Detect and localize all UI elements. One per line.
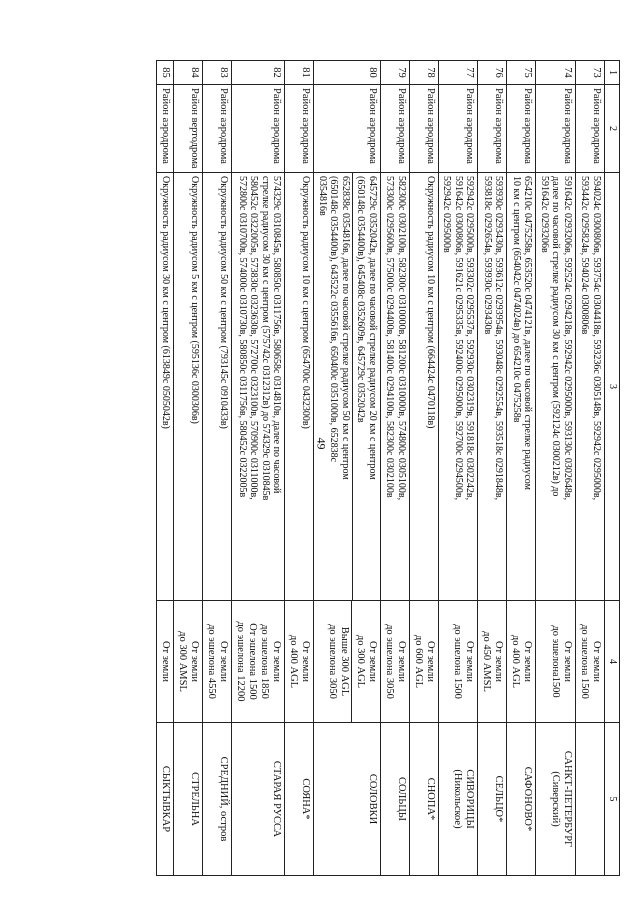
coordinates-line: 572800с 0310700в, 574000с 0310730в, 580850с 0311756в, 580452с 0322005в xyxy=(237,176,248,498)
altitude-line: От земли xyxy=(562,640,573,683)
altitude-cell xyxy=(478,601,507,723)
table-row xyxy=(157,61,174,876)
aerodrome-name-cell xyxy=(285,723,314,876)
table-row xyxy=(478,61,507,876)
altitude-line: до эшелона 12200 xyxy=(235,621,247,702)
coordinates-line: Окружность радиусом 10 км с центром (654700с 0432300в) xyxy=(300,176,312,429)
row-number: 85 xyxy=(157,61,174,85)
altitude-line: до эшелона 4550 xyxy=(206,624,218,699)
coordinates-line: стрелке радиусом 30 км с центром (575742с 0312312в) до 574329с 0310845в xyxy=(260,176,271,501)
altitude-line: до эшелона 1500 xyxy=(579,624,590,699)
altitude-cell xyxy=(536,601,576,723)
zone-type: Район аэродрома xyxy=(381,85,410,173)
altitude-line: до эшелона1500 xyxy=(550,625,561,698)
altitude-cell xyxy=(285,601,314,723)
altitude-line: От земли xyxy=(522,640,534,683)
coordinates-line: (650148с 0354400в), 643522с 0355616в, 650400с 0351000в, 652838с xyxy=(328,176,340,463)
coordinates-line: Окружность радиусом 5 км с центром (595136с 0300306в) xyxy=(189,176,201,424)
altitude-line: до эшелона 3050 xyxy=(384,624,395,699)
coordinates-line: 573300с 0295600в, 575000с 0294400в, 581400с 0294100в, 582300с 0302100в xyxy=(384,176,396,498)
zone-type: Район аэродрома xyxy=(410,85,439,173)
zone-type: Район аэродрома xyxy=(478,85,507,173)
aerodrome-name-cell xyxy=(478,723,507,876)
row-number: 80 xyxy=(314,61,381,85)
aerodrome-name: СИВОРИЦЫ xyxy=(464,769,476,829)
altitude-cell xyxy=(507,601,536,723)
altitude-line: От земли xyxy=(189,640,201,683)
altitude-cell xyxy=(157,601,174,723)
altitude-cell xyxy=(174,601,203,723)
coordinates-cell xyxy=(232,173,285,601)
altitude-line: до 400 AGL xyxy=(510,634,522,689)
coordinates-subsection xyxy=(317,173,354,600)
coordinates-line: 0354816в xyxy=(317,176,328,216)
coordinates-cell xyxy=(507,173,536,601)
row-number: 81 xyxy=(285,61,314,85)
row-number: 83 xyxy=(203,61,232,85)
aerodrome-name-cell xyxy=(232,723,285,876)
altitude-line: От эшелона 1500 xyxy=(247,623,259,700)
aerodrome-name-cell xyxy=(439,723,479,876)
aerodrome-name-cell xyxy=(203,723,232,876)
coordinates-line: Окружность радиусом 50 км с центром (793145с 0910433в) xyxy=(218,176,230,429)
aerodrome-name: СТРЕЛЬНА xyxy=(189,772,201,826)
aerodrome-name-cell xyxy=(576,723,605,876)
coordinates-cell xyxy=(285,173,314,601)
coordinates-cell xyxy=(381,173,410,601)
coordinates-line: 594024с 0300806в, 593754с 0304418в, 593236с 0305148в, 592942с 0295000в, xyxy=(591,176,602,501)
row-number: 82 xyxy=(232,61,285,85)
zone-type: Район аэродрома xyxy=(232,85,285,173)
coordinates-line: 591642с 0300806в, 591621с 0295335в, 592400с 0295000в, 592700с 0294500в, xyxy=(453,176,464,501)
coordinates-cell xyxy=(439,173,479,601)
aerodrome-name: СРЕДНИЙ, остров xyxy=(218,756,230,842)
row-number: 78 xyxy=(410,61,439,85)
aerodrome-name: СЕЛЬЦО* xyxy=(493,775,505,823)
table-row xyxy=(576,61,605,876)
row-number: 76 xyxy=(478,61,507,85)
coordinates-cell xyxy=(203,173,232,601)
rotated-table-container xyxy=(100,60,620,875)
altitude-line: От земли xyxy=(464,640,476,683)
zone-type: Район аэродрома xyxy=(203,85,232,173)
header-cell: 2 xyxy=(605,85,620,173)
coordinates-line: 582300с 0302100в, 582300с 0310000в, 581200с 0310000в, 574800с 0305100в, xyxy=(396,176,407,501)
zone-type: Район вертодрома xyxy=(174,85,203,173)
coordinates-cell xyxy=(410,173,439,601)
row-number: 79 xyxy=(381,61,410,85)
altitude-line: до 600 AGL xyxy=(413,634,424,689)
table-row xyxy=(507,61,536,876)
altitude-cell xyxy=(203,601,232,723)
aerodrome-name-cell xyxy=(157,723,174,876)
altitude-line: до 400 AGL xyxy=(288,634,300,689)
altitude-line: Выше 300 AGL xyxy=(339,626,350,697)
altitude-line: От земли xyxy=(367,640,378,683)
altitude-line: до 450 AMSL xyxy=(481,631,493,692)
coordinates-line: 592942с 0295000в xyxy=(441,176,453,253)
table-row xyxy=(285,61,314,876)
coordinates-cell xyxy=(157,173,174,601)
aerodrome-name: СНОПА* xyxy=(425,777,436,821)
aerodrome-name-cell xyxy=(314,723,381,876)
page-number: 49 xyxy=(314,437,329,450)
aerodrome-name: СОЛОВКИ xyxy=(367,773,378,825)
aerodrome-name-cell xyxy=(536,723,576,876)
coordinates-line: 592942с 0295000в, 593302с 0295537в, 592930с 0302319в, 591818с 0302242в, xyxy=(464,176,476,501)
coordinates-line: 593442с 0295824в, 594024с 0300806в xyxy=(579,176,591,335)
coordinates-line: 654210с 0475258в, 653520с 0474121в, далее по часовой стрелке радиусом xyxy=(522,176,534,490)
aerodrome-name: СОЛЬЦЫ xyxy=(396,777,407,821)
zone-type: Район аэродрома xyxy=(576,85,605,173)
coordinates-line: 10 км с центром (654042с 0474024в) до 654210с 0475258в xyxy=(511,176,522,423)
altitude-line: От земли xyxy=(591,640,602,683)
airspace-table xyxy=(157,60,621,876)
coordinates-line: 593818с 0292654в, 593930с 0293430в xyxy=(482,176,493,335)
table-row xyxy=(439,61,479,876)
coordinates-line: Окружность радиусом 30 км с центром (613849с 0505042в) xyxy=(160,176,172,429)
coordinates-line: 645729с 0352042в, далее по часовой стрелке радиусом 20 км с центром xyxy=(367,176,378,480)
aerodrome-name-cell xyxy=(410,723,439,876)
coordinates-line: 574329с 0310845в, 580850с 0311756в, 580658с 0314810в, далее по часовой xyxy=(271,176,283,494)
table-row xyxy=(232,61,285,876)
coordinates-line: 652838с 0354816в, далее по часовой стрелке радиусом 50 км с центром xyxy=(340,176,351,480)
coordinates-line: 580452с 0322005в, 573830с 0323630в, 572700с 0323100в, 570900с 0311000в, xyxy=(248,176,260,500)
row-number: 84 xyxy=(174,61,203,85)
coordinates-cell xyxy=(576,173,605,601)
table-row xyxy=(203,61,232,876)
aerodrome-name: (Никольское) xyxy=(452,769,464,829)
zone-type: Район аэродрома xyxy=(314,85,381,173)
header-cell: 3 xyxy=(605,173,620,601)
aerodrome-name: СЫКТЫВКАР xyxy=(160,765,172,833)
altitude-cell xyxy=(410,601,439,723)
aerodrome-name-cell xyxy=(507,723,536,876)
altitude-cell xyxy=(381,601,410,723)
aerodrome-name-cell xyxy=(381,723,410,876)
coordinates-line: 591642с 0293206в xyxy=(539,176,550,253)
coordinates-line: Окружность радиусом 10 км с центром (664424с 0470118в) xyxy=(425,176,436,429)
altitude-line: до 300 AGL xyxy=(355,634,366,689)
altitude-line: до эшелона 1500 xyxy=(452,624,464,699)
altitude-line: до 300 AMSL xyxy=(177,631,189,692)
coordinates-cell xyxy=(174,173,203,601)
row-number: 74 xyxy=(536,61,576,85)
altitude-cell xyxy=(576,601,605,723)
table-row xyxy=(174,61,203,876)
coordinates-cell xyxy=(478,173,507,601)
altitude-cell xyxy=(232,601,285,723)
altitude-cell xyxy=(314,601,381,723)
altitude-line: От земли xyxy=(493,640,505,683)
coordinates-line: далее по часовой стрелке радиусом 30 км с центром (592124с 0300212в) до xyxy=(550,176,562,497)
altitude-line: От земли xyxy=(425,640,436,683)
coordinates-line: 591642с 0293206в, 592524с 0294218в, 592942с 0295000в, 593130с 0302648в, xyxy=(562,176,573,501)
table-body xyxy=(157,61,605,876)
altitude-line: до эшелона 3050 xyxy=(327,624,338,699)
row-number: 73 xyxy=(576,61,605,85)
aerodrome-name: (Сиверский) xyxy=(550,771,561,827)
altitude-line: до эшелона 1850 xyxy=(259,624,271,699)
header-cell: 4 xyxy=(605,601,620,723)
coordinates-cell xyxy=(536,173,576,601)
row-number: 77 xyxy=(439,61,479,85)
table-row xyxy=(536,61,576,876)
aerodrome-name: СТАРАЯ РУССА xyxy=(271,760,283,838)
header-cell: 1 xyxy=(605,61,620,85)
zone-type: Район аэродрома xyxy=(536,85,576,173)
table-row xyxy=(314,61,381,876)
table-row xyxy=(410,61,439,876)
altitude-line: От земли xyxy=(218,640,230,683)
coordinates-line: 593930с 0293430в, 593612с 0293954в, 593048с 0292554в, 593518с 0291848в, xyxy=(493,176,505,501)
altitude-line: От земли xyxy=(271,640,283,683)
altitude-line: От земли xyxy=(160,640,172,683)
altitude-cell xyxy=(439,601,479,723)
altitude-line: От земли xyxy=(300,640,312,683)
zone-type: Район аэродрома xyxy=(507,85,536,173)
coordinates-line: (650148с 0354400в), 645408с 0352609в, 645729с 0352042в xyxy=(355,176,367,423)
row-number: 75 xyxy=(507,61,536,85)
altitude-line: От земли xyxy=(396,640,407,683)
aerodrome-name-cell xyxy=(174,723,203,876)
zone-type: Район аэродрома xyxy=(285,85,314,173)
aerodrome-name: СОЯНА* xyxy=(300,778,312,820)
header-row xyxy=(605,61,620,876)
coordinates-cell xyxy=(314,173,381,601)
header-cell: 5 xyxy=(605,723,620,876)
table-row xyxy=(381,61,410,876)
zone-type: Район аэродрома xyxy=(157,85,174,173)
aerodrome-name: САНКТ-ПЕТЕРБУРГ xyxy=(562,750,573,848)
zone-type: Район аэродрома xyxy=(439,85,479,173)
altitude-subsection xyxy=(326,601,352,722)
aerodrome-name: САФОНОВО* xyxy=(522,766,534,832)
